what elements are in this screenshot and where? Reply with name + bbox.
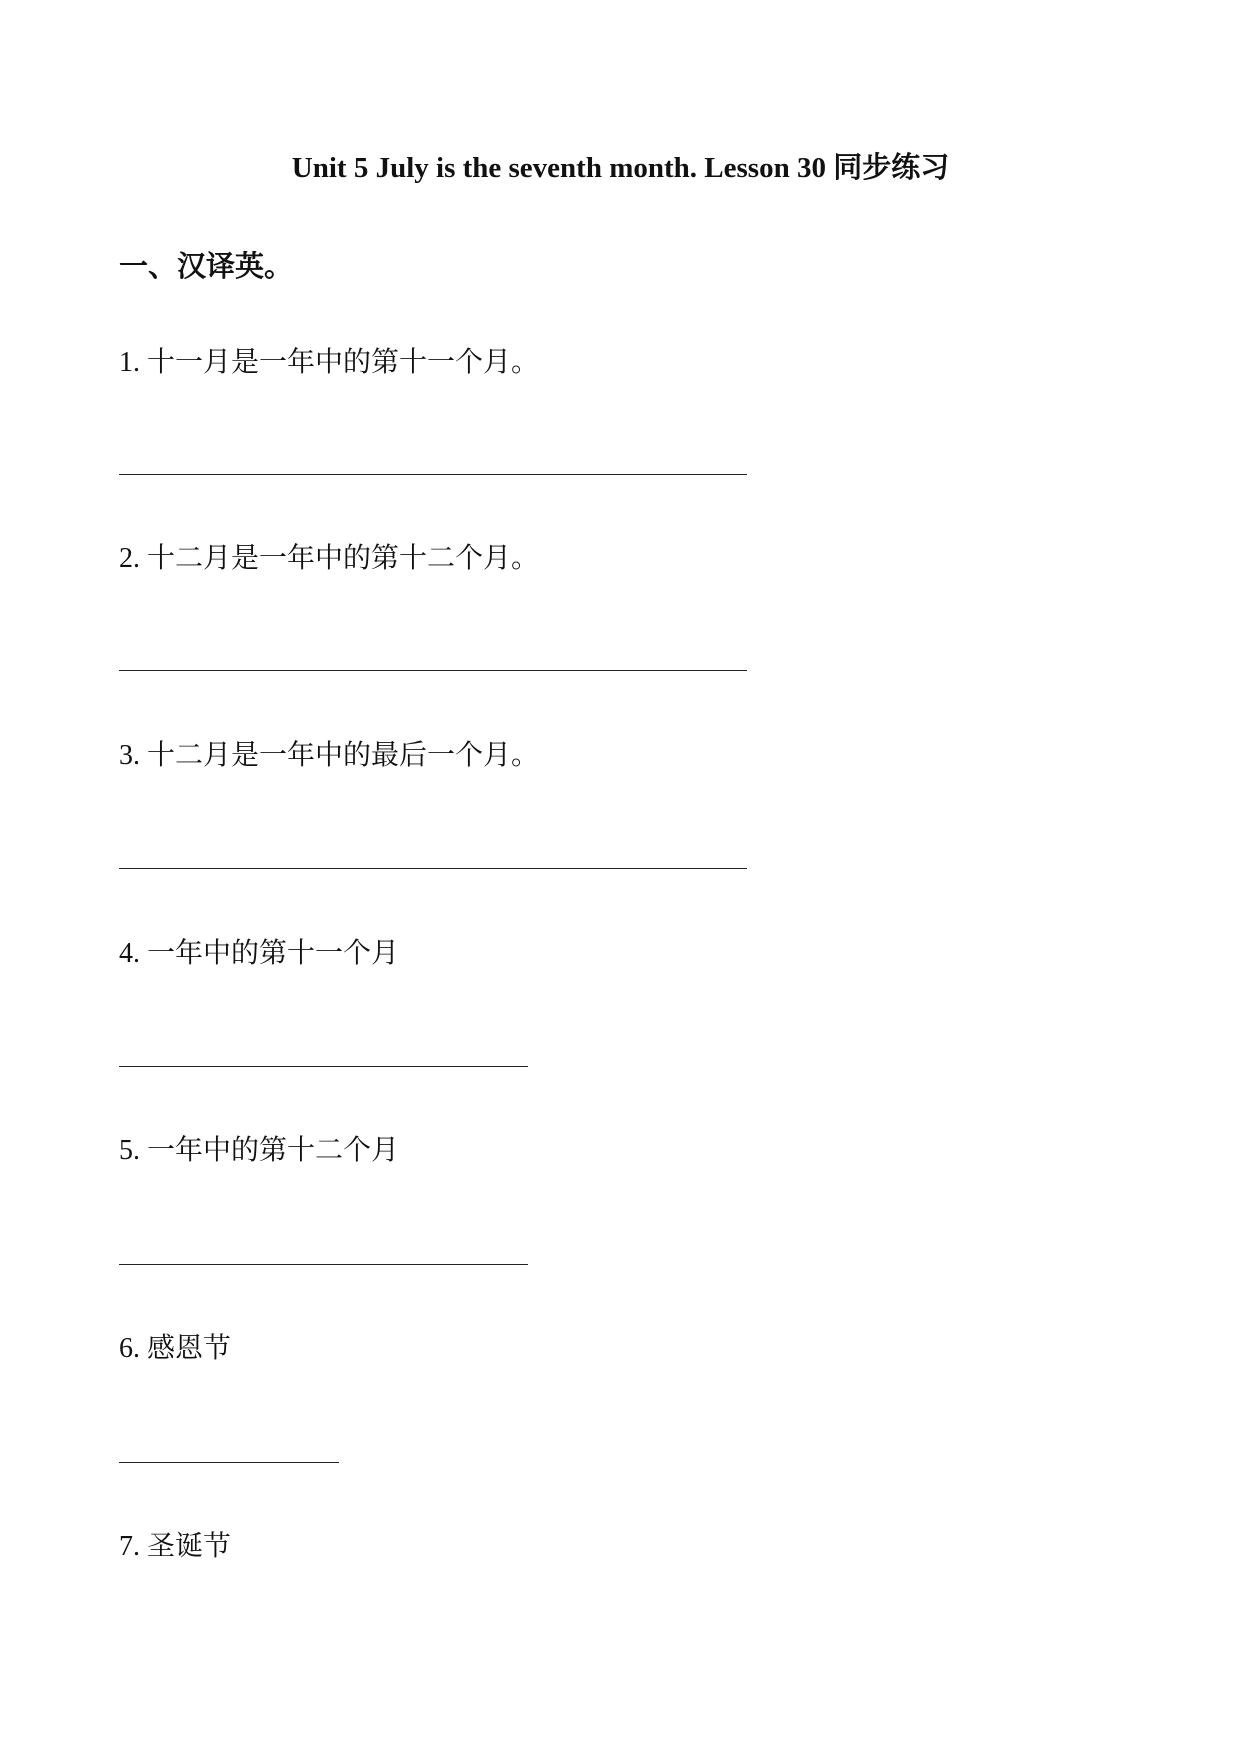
question-3: 3. 十二月是一年中的最后一个月。 <box>119 740 540 771</box>
question-2: 2. 十二月是一年中的第十二个月。 <box>119 543 540 574</box>
answer-line-5[interactable] <box>119 1264 528 1265</box>
question-6: 6. 感恩节 <box>119 1333 232 1364</box>
question-1: 1. 十一月是一年中的第十一个月。 <box>119 347 540 378</box>
question-4: 4. 一年中的第十一个月 <box>119 938 400 969</box>
section-heading: 一、汉译英。 <box>119 251 294 283</box>
answer-line-6[interactable] <box>119 1462 339 1463</box>
page-title: Unit 5 July is the seventh month. Lesson 30 同步练习 <box>291 152 950 184</box>
question-5: 5. 一年中的第十二个月 <box>119 1135 400 1166</box>
answer-line-4[interactable] <box>119 1066 528 1067</box>
question-7: 7. 圣诞节 <box>119 1531 232 1562</box>
answer-line-1[interactable] <box>119 474 747 475</box>
answer-line-2[interactable] <box>119 670 747 671</box>
answer-line-3[interactable] <box>119 868 747 869</box>
